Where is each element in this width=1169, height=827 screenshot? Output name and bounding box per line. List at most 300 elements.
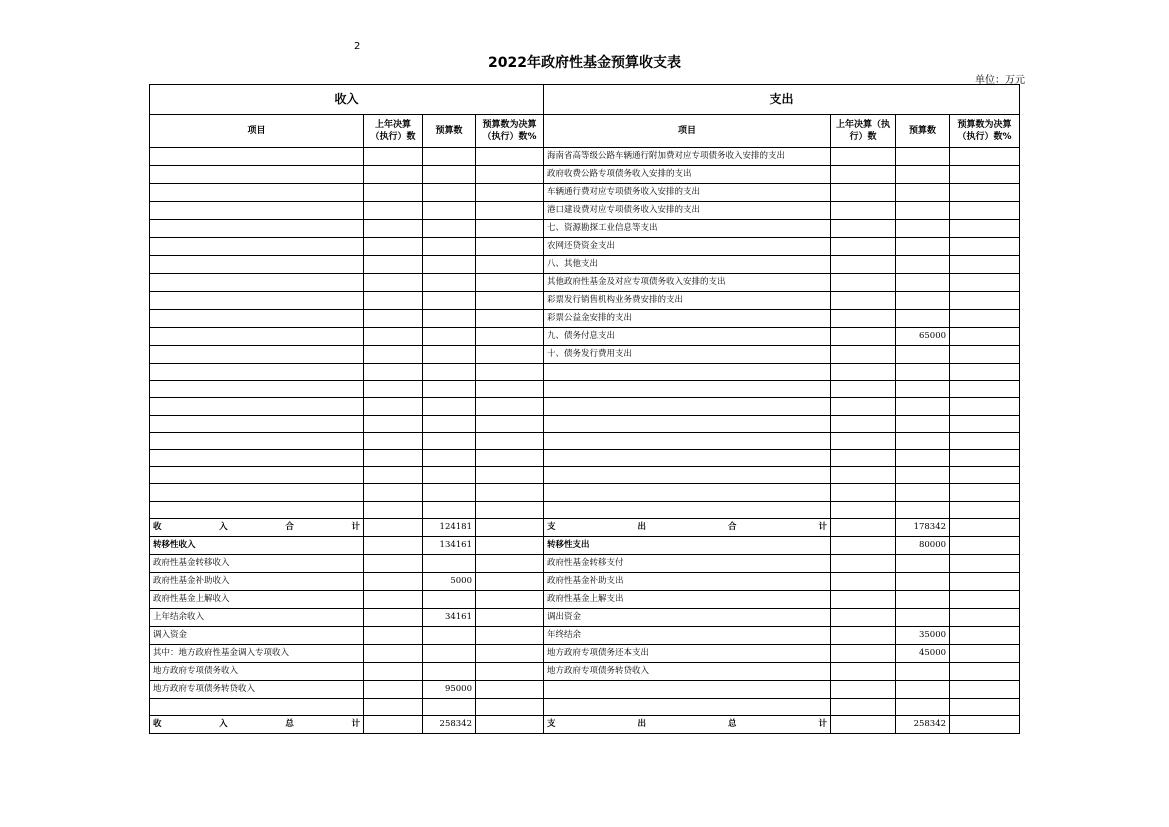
expense-ratio-cell [950,274,1020,292]
label-char: 总 [285,718,294,729]
expense-last-year-cell [831,184,896,202]
expense-item-label: 彩票发行销售机构业务费安排的支出 [544,292,831,310]
income-budget-header: 预算数 [423,115,476,148]
income-ratio-cell [476,310,544,328]
income-ratio-cell [476,166,544,184]
income-ratio-cell [476,220,544,238]
expense-budget-value: 35000 [896,626,950,644]
income-last-year-cell [364,202,423,220]
table-row [150,554,1020,572]
income-ratio-cell [476,364,544,381]
income-ratio-cell [476,415,544,432]
table-row [150,310,1020,328]
income-ratio-cell [476,680,544,698]
table-row [150,256,1020,274]
income-ratio-cell [476,501,544,518]
label-char: 支 [547,521,556,532]
income-item-cell [150,220,364,238]
expense-section-title: 支出 [544,85,1020,115]
expense-total-value: 258342 [896,715,950,733]
label-char: 支 [547,718,556,729]
expense-budget-value [896,184,950,202]
expense-ratio-cell [950,256,1020,274]
expense-budget-value [896,554,950,572]
income-item-label: 其中：地方政府性基金调入专项收入 [150,644,364,662]
table-row [150,536,1020,554]
expense-item-label: 地方政府专项债务转贷收入 [544,662,831,680]
subtotal-row [150,518,1020,536]
income-ratio-cell [476,432,544,449]
income-ratio-cell [476,484,544,501]
income-item-cell [150,467,364,484]
income-ratio-header: 预算数为决算（执行）数% [476,115,544,148]
expense-ratio-cell [950,346,1020,364]
income-ratio-cell [476,626,544,644]
total-row [150,715,1020,733]
income-item-cell [150,501,364,518]
expense-item-cell [544,398,831,415]
income-budget-cell [423,274,476,292]
income-ratio-cell [476,572,544,590]
expense-item-cell [544,415,831,432]
expense-ratio-cell [950,381,1020,398]
table-row [150,328,1020,346]
column-header-row [150,115,1020,148]
label-char: 计 [351,521,360,532]
income-last-year-cell [364,310,423,328]
expense-ratio-cell [950,166,1020,184]
expense-budget-value [896,274,950,292]
blank-cell [544,698,831,715]
expense-item-label: 政府性基金转移支付 [544,554,831,572]
income-last-year-cell [364,148,423,166]
income-last-year-cell [364,536,423,554]
expense-budget-value [896,680,950,698]
income-ratio-cell [476,536,544,554]
income-budget-cell [423,484,476,501]
income-last-year-cell [364,398,423,415]
section-header-row [150,85,1020,115]
table-row [150,608,1020,626]
expense-item-label: 八、其他支出 [544,256,831,274]
expense-ratio-cell [950,415,1020,432]
table-row [150,415,1020,432]
income-last-year-cell [364,220,423,238]
table-row [150,484,1020,501]
expense-budget-value: 65000 [896,328,950,346]
table-row [150,166,1020,184]
income-ratio-cell [476,554,544,572]
income-ratio-cell [476,662,544,680]
expense-last-year-cell [831,518,896,536]
label-char: 合 [727,521,737,532]
expense-item-label: 海南省高等级公路车辆通行附加费对应专项债务收入安排的支出 [544,148,831,166]
income-budget-cell [423,202,476,220]
label-char: 合 [285,521,294,532]
income-budget-cell [423,432,476,449]
expense-budget-cell [896,381,950,398]
expense-ratio-cell [950,292,1020,310]
income-item-label: 转移性收入 [150,536,364,554]
income-last-year-cell [364,364,423,381]
label-char: 入 [219,718,228,729]
income-item-cell [150,449,364,466]
expense-ratio-cell [950,518,1020,536]
expense-ratio-cell [950,238,1020,256]
expense-last-year-cell [831,432,896,449]
label-char: 总 [727,718,737,729]
income-budget-value: 5000 [423,572,476,590]
income-ratio-cell [476,148,544,166]
income-ratio-cell [476,202,544,220]
income-last-year-cell [364,415,423,432]
expense-total-label-text [547,716,827,733]
expense-ratio-cell [950,202,1020,220]
income-last-year-cell [364,256,423,274]
expense-budget-value [896,256,950,274]
income-budget-cell [423,364,476,381]
income-last-year-cell [364,467,423,484]
income-ratio-cell [476,292,544,310]
income-last-year-cell [364,346,423,364]
expense-last-year-cell [831,608,896,626]
income-item-cell [150,310,364,328]
expense-total-label [544,715,831,733]
income-budget-value: 95000 [423,680,476,698]
expense-item-label: 车辆通行费对应专项债务收入安排的支出 [544,184,831,202]
blank-cell [831,698,896,715]
income-item-label: 政府性基金补助收入 [150,572,364,590]
income-ratio-cell [476,644,544,662]
income-item-cell [150,238,364,256]
expense-last-year-cell [831,484,896,501]
expense-item-label: 七、资源勘探工业信息等支出 [544,220,831,238]
income-budget-cell [423,398,476,415]
income-last-year-cell [364,608,423,626]
income-item-label: 上年结余收入 [150,608,364,626]
expense-ratio-cell [950,680,1020,698]
income-subtotal-label [150,518,364,536]
page-title: 2022年政府性基金预算收支表 [488,55,681,71]
expense-budget-value: 80000 [896,536,950,554]
label-char: 收 [153,521,162,532]
income-item-label: 政府性基金转移收入 [150,554,364,572]
income-last-year-cell [364,501,423,518]
income-budget-cell [423,238,476,256]
expense-last-year-header: 上年决算（执行）数 [831,115,896,148]
expense-item-label [544,680,831,698]
expense-ratio-cell [950,148,1020,166]
income-last-year-cell [364,184,423,202]
expense-last-year-cell [831,590,896,608]
income-last-year-cell [364,715,423,733]
expense-ratio-cell [950,432,1020,449]
blank-row [150,698,1020,715]
expense-ratio-cell [950,572,1020,590]
expense-budget-cell [896,398,950,415]
expense-item-cell [544,381,831,398]
table-row [150,364,1020,381]
expense-last-year-cell [831,680,896,698]
income-ratio-cell [476,184,544,202]
income-item-cell [150,256,364,274]
expense-budget-value: 45000 [896,644,950,662]
income-total-label [150,715,364,733]
income-budget-value [423,554,476,572]
expense-budget-value [896,608,950,626]
table-row [150,680,1020,698]
table-row [150,644,1020,662]
income-budget-cell [423,184,476,202]
table-row [150,662,1020,680]
income-budget-cell [423,381,476,398]
expense-budget-value [896,310,950,328]
unit-label: 单位：万元 [975,75,1025,86]
income-last-year-cell [364,626,423,644]
income-item-cell [150,148,364,166]
expense-last-year-cell [831,554,896,572]
expense-budget-value [896,662,950,680]
expense-item-label: 地方政府专项债务还本支出 [544,644,831,662]
label-char: 出 [637,521,647,532]
expense-ratio-cell [950,484,1020,501]
income-budget-cell [423,148,476,166]
income-item-label: 调入资金 [150,626,364,644]
expense-item-label: 年终结余 [544,626,831,644]
expense-last-year-cell [831,449,896,466]
table-row [150,346,1020,364]
expense-item-label: 彩票公益金安排的支出 [544,310,831,328]
table-row [150,626,1020,644]
expense-last-year-cell [831,292,896,310]
income-item-label: 政府性基金上解收入 [150,590,364,608]
income-last-year-cell [364,238,423,256]
income-budget-cell [423,346,476,364]
label-char: 计 [818,521,827,532]
expense-budget-value [896,202,950,220]
expense-ratio-cell [950,449,1020,466]
expense-last-year-cell [831,220,896,238]
expense-budget-value [896,590,950,608]
income-budget-cell [423,166,476,184]
expense-subtotal-label [544,518,831,536]
expense-last-year-cell [831,256,896,274]
income-last-year-cell [364,274,423,292]
income-budget-cell [423,467,476,484]
income-budget-cell [423,256,476,274]
table-row [150,381,1020,398]
table-row [150,202,1020,220]
blank-cell [476,698,544,715]
income-last-year-cell [364,590,423,608]
expense-item-cell [544,449,831,466]
income-ratio-cell [476,381,544,398]
expense-item-cell [544,501,831,518]
income-budget-cell [423,449,476,466]
expense-item-label: 政府性基金补助支出 [544,572,831,590]
income-last-year-cell [364,484,423,501]
label-char: 计 [818,718,827,729]
income-ratio-cell [476,467,544,484]
income-ratio-cell [476,608,544,626]
blank-cell [423,698,476,715]
income-total-value: 258342 [423,715,476,733]
label-char: 入 [219,521,228,532]
income-section-title: 收入 [150,85,544,115]
expense-last-year-cell [831,148,896,166]
expense-item-cell [544,467,831,484]
expense-last-year-cell [831,662,896,680]
blank-cell [950,698,1020,715]
table-row [150,148,1020,166]
expense-budget-value [896,220,950,238]
expense-ratio-cell [950,626,1020,644]
income-item-cell [150,484,364,501]
income-last-year-cell [364,449,423,466]
expense-item-header: 项目 [544,115,831,148]
table-row [150,274,1020,292]
income-item-cell [150,432,364,449]
income-budget-cell [423,415,476,432]
expense-budget-cell [896,364,950,381]
income-last-year-cell [364,381,423,398]
income-ratio-cell [476,238,544,256]
expense-ratio-cell [950,608,1020,626]
expense-item-label: 九、债务付息支出 [544,328,831,346]
table-row [150,184,1020,202]
income-budget-cell [423,292,476,310]
table-row [150,292,1020,310]
expense-ratio-cell [950,184,1020,202]
income-item-cell [150,415,364,432]
expense-budget-cell [896,415,950,432]
expense-last-year-cell [831,328,896,346]
blank-cell [896,698,950,715]
income-last-year-cell [364,662,423,680]
expense-last-year-cell [831,274,896,292]
expense-ratio-cell [950,536,1020,554]
expense-last-year-cell [831,166,896,184]
expense-item-label: 其他政府性基金及对应专项债务收入安排的支出 [544,274,831,292]
table-row [150,398,1020,415]
income-budget-cell [423,310,476,328]
income-budget-value [423,644,476,662]
table-row [150,467,1020,484]
label-char: 出 [637,718,647,729]
income-item-cell [150,184,364,202]
income-ratio-cell [476,518,544,536]
expense-item-label: 政府性基金上解支出 [544,590,831,608]
income-budget-value [423,590,476,608]
expense-item-label: 调出资金 [544,608,831,626]
blank-cell [150,698,364,715]
expense-ratio-header: 预算数为决算（执行）数% [950,115,1020,148]
expense-ratio-cell [950,398,1020,415]
expense-budget-value [896,292,950,310]
income-item-cell [150,398,364,415]
income-ratio-cell [476,256,544,274]
income-budget-value [423,626,476,644]
income-last-year-cell [364,328,423,346]
expense-budget-value [896,572,950,590]
expense-ratio-cell [950,644,1020,662]
expense-ratio-cell [950,554,1020,572]
label-char: 计 [351,718,360,729]
expense-last-year-cell [831,644,896,662]
income-last-year-cell [364,554,423,572]
expense-last-year-cell [831,310,896,328]
income-item-cell [150,274,364,292]
expense-last-year-cell [831,381,896,398]
income-last-year-cell [364,166,423,184]
income-last-year-cell [364,518,423,536]
income-subtotal-label-text [153,519,360,536]
expense-item-label: 十、债务发行费用支出 [544,346,831,364]
page-number: 2 [354,41,361,52]
budget-table [149,84,1020,734]
income-ratio-cell [476,346,544,364]
expense-subtotal-label-text [547,519,827,536]
income-budget-cell [423,220,476,238]
expense-ratio-cell [950,501,1020,518]
expense-ratio-cell [950,467,1020,484]
income-item-cell [150,346,364,364]
table-row [150,449,1020,466]
expense-ratio-cell [950,364,1020,381]
table-row [150,220,1020,238]
income-ratio-cell [476,590,544,608]
expense-budget-value [896,346,950,364]
label-char: 收 [153,718,162,729]
expense-budget-header: 预算数 [896,115,950,148]
income-item-label: 地方政府专项债务转贷收入 [150,680,364,698]
income-last-year-cell [364,572,423,590]
income-total-label-text [153,716,360,733]
expense-item-label: 转移性支出 [544,536,831,554]
expense-last-year-cell [831,398,896,415]
expense-budget-value [896,166,950,184]
income-item-header: 项目 [150,115,364,148]
income-ratio-cell [476,398,544,415]
income-ratio-cell [476,715,544,733]
income-subtotal-value: 124181 [423,518,476,536]
expense-last-year-cell [831,467,896,484]
expense-item-label: 政府收费公路专项债务收入安排的支出 [544,166,831,184]
expense-budget-cell [896,501,950,518]
expense-ratio-cell [950,662,1020,680]
income-last-year-cell [364,292,423,310]
expense-last-year-cell [831,536,896,554]
expense-last-year-cell [831,415,896,432]
expense-ratio-cell [950,328,1020,346]
expense-last-year-cell [831,346,896,364]
expense-last-year-cell [831,202,896,220]
income-ratio-cell [476,449,544,466]
expense-budget-value [896,238,950,256]
expense-budget-cell [896,449,950,466]
expense-item-label: 港口建设费对应专项债务收入安排的支出 [544,202,831,220]
income-item-cell [150,166,364,184]
expense-item-cell [544,432,831,449]
expense-ratio-cell [950,590,1020,608]
income-item-cell [150,364,364,381]
income-ratio-cell [476,274,544,292]
expense-last-year-cell [831,626,896,644]
income-item-cell [150,381,364,398]
income-last-year-header: 上年决算（执行）数 [364,115,423,148]
expense-subtotal-value: 178342 [896,518,950,536]
income-item-cell [150,328,364,346]
